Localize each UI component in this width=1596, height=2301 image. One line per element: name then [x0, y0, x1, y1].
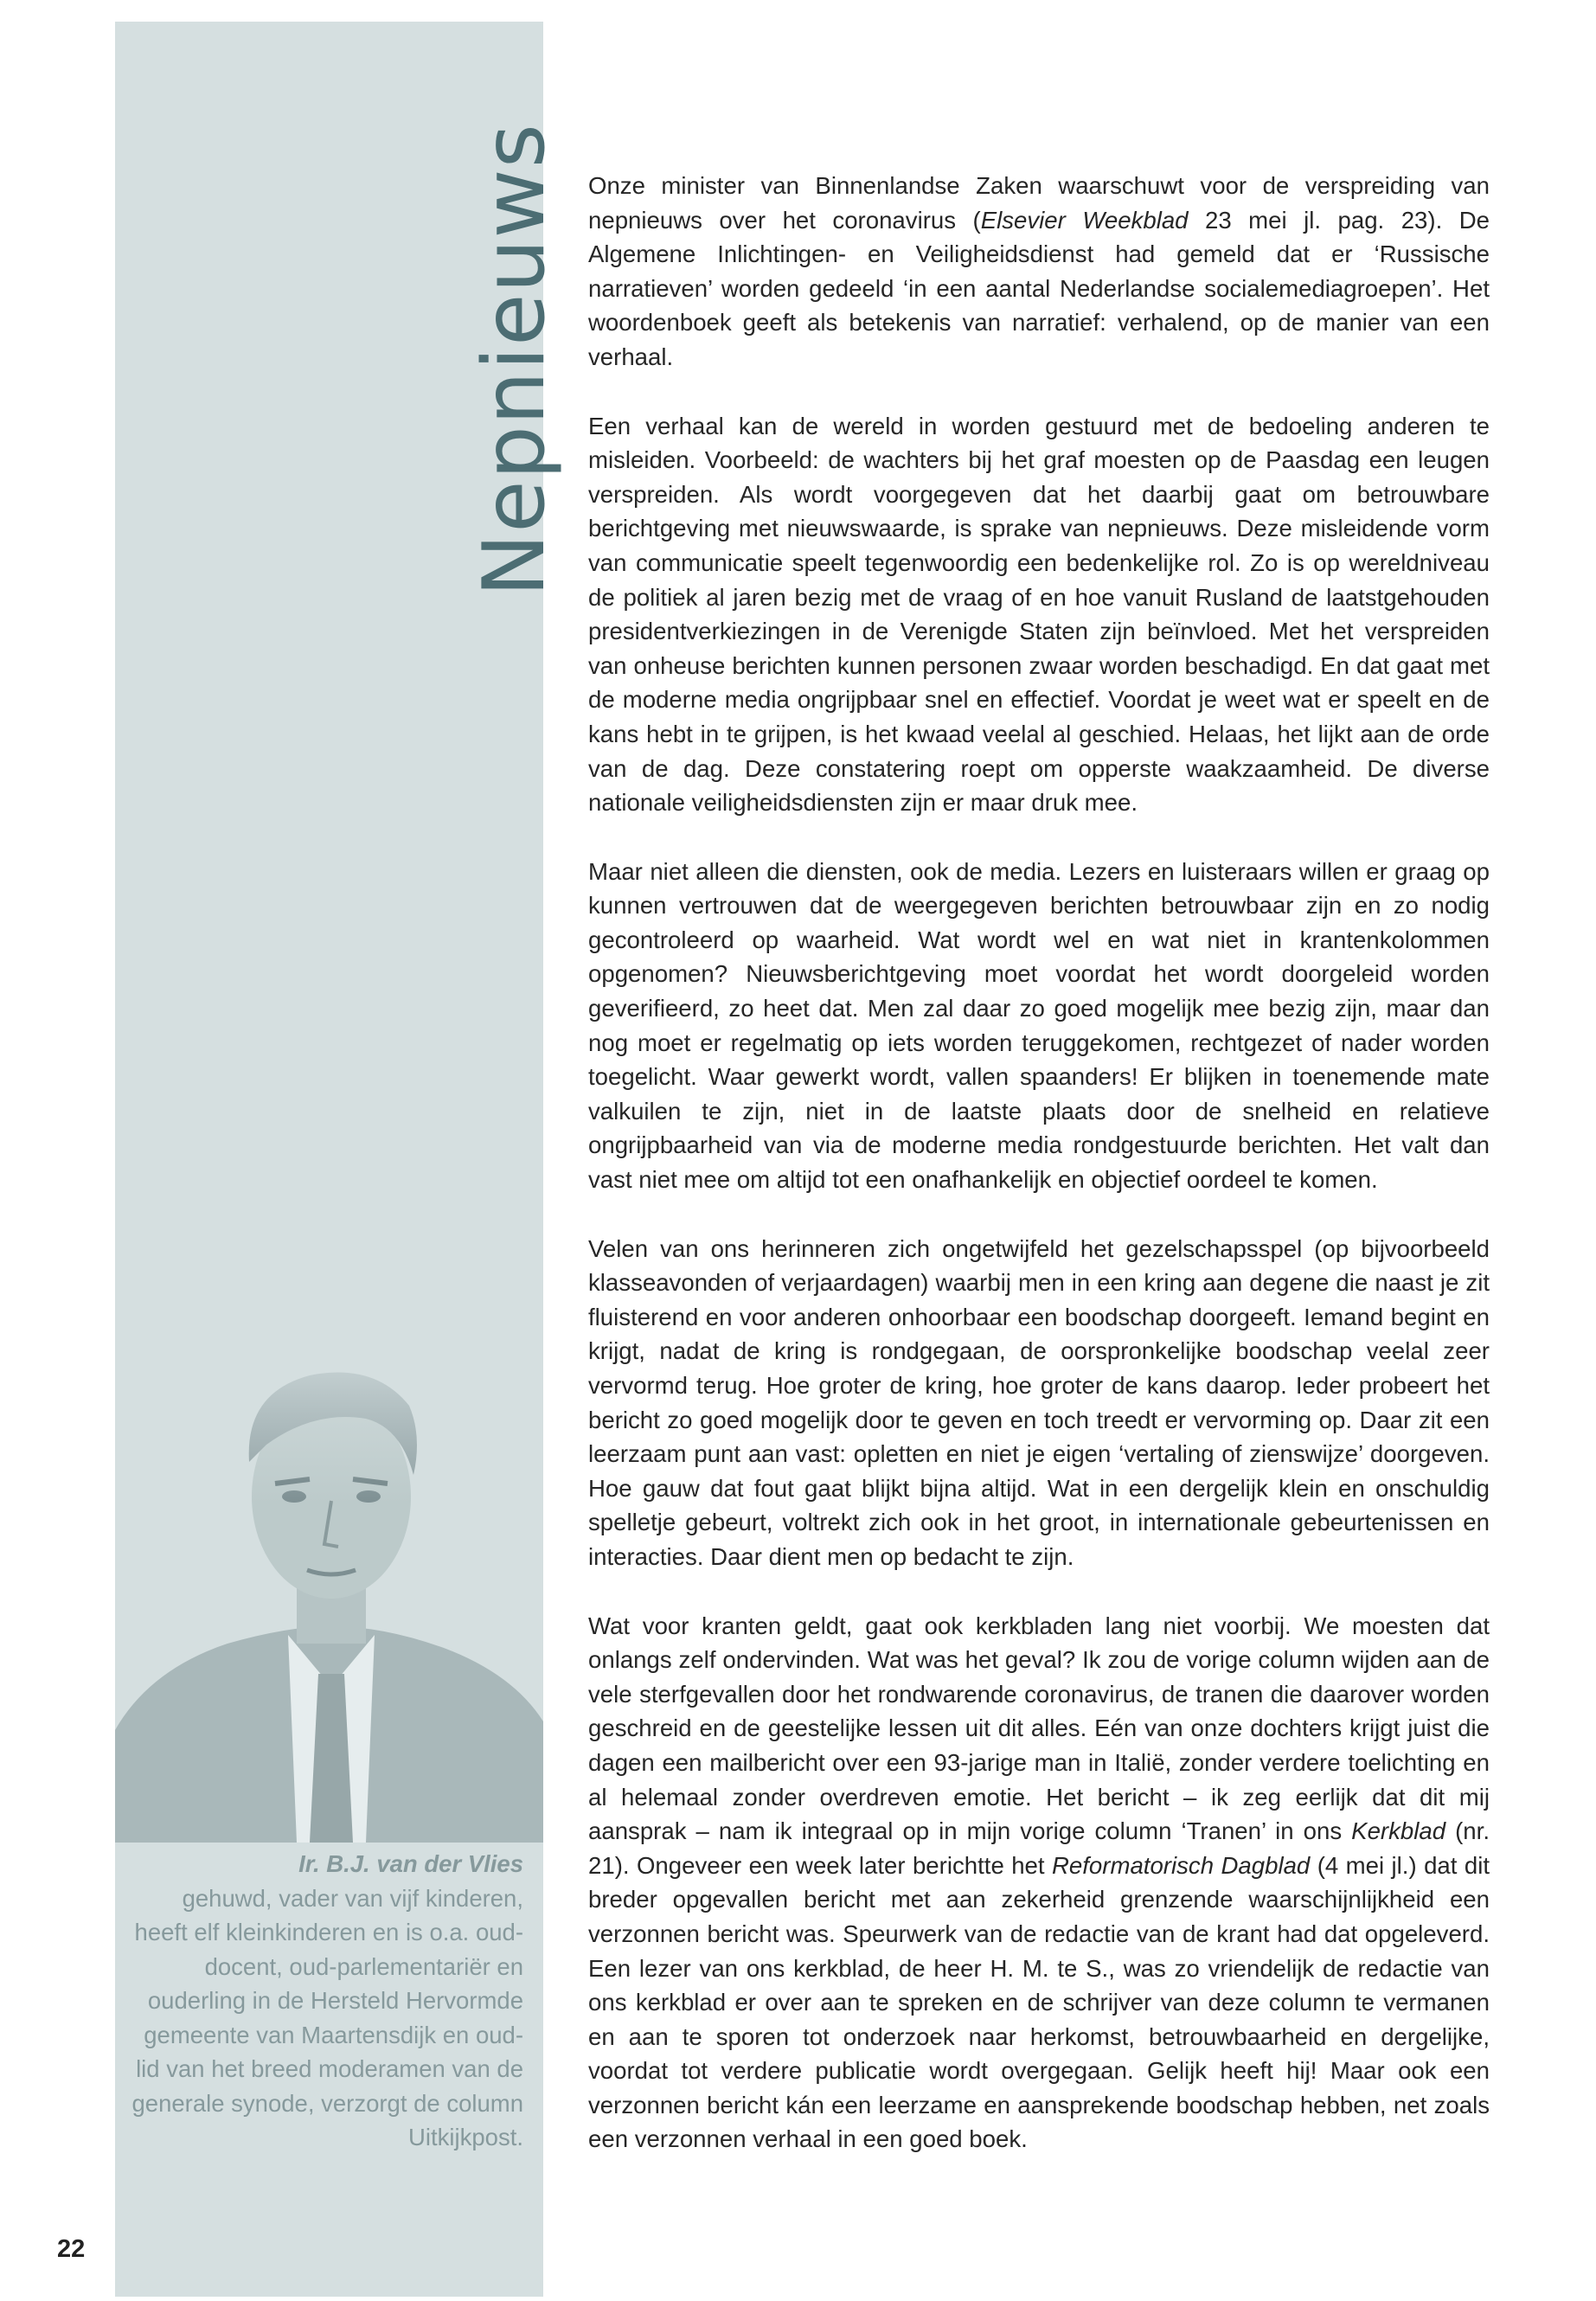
author-portrait — [115, 1324, 543, 1843]
article-body — [588, 169, 1490, 2157]
paragraph-2: Een verhaal kan de wereld in worden gestuurd met de bedoeling anderen te misleiden. Voorbeeld: de wachters bij het graf moesten op de Paasdag een leugen verspreiden. Als wordt voorgegeven dat het daarbij gaat om betrouwbare berichtgeving met nieuwswaarde, is sprake van nepnieuws. Deze misleidende vorm van communicatie speelt tegenwoordig een bedenkelijke rol. Zo is op wereldniveau de politiek al jaren bezig met de vraag of en hoe vanuit Rusland de laatstgehouden presidentverkiezingen in de Verenigde Staten zijn beïnvloed. Met het verspreiden van onheuse berichten kunnen personen zwaar worden beschadigd. En dat gaat met de moderne media ongrijpbaar snel en effectief. Voordat je weet wat er speelt en de kans hebt in te grijpen, is het kwaad veelal al geschied. Helaas, het lijkt aan de orde van de dag. Deze constatering roept om opperste waakzaamheid. De diverse nationale veiligheidsdiensten zijn er maar druk mee. — [588, 412, 1490, 817]
author-name: Ir. B.J. van der Vlies — [298, 1850, 523, 1877]
title-wrap — [115, 123, 564, 597]
author-description: gehuwd, vader van vijf kinderen, heeft elf kleinkinderen en is o.a. oud-docent, oud-parlementariër en ouderling in de Hersteld Hervormde gemeente van Maartensdijk en oud-lid van het breed moderamen van de generale synode, verzorgt de column Uitkijkpost. — [131, 1884, 523, 2150]
paragraph-1: Onze minister van Binnenlandse Zaken waarschuwt voor de verspreiding van nepnieuws over het coronavirus (Elsevier Weekblad 23 mei jl. pag. 23). De Algemene Inlichtingen- en Veiligheidsdienst had gemeld dat er ‘Russische narratieven’ worden gedeeld ‘in een aantal Nederlandse socialemediagroepen’. Het woordenboek geeft als betekenis van narratief: verhalend, op de manier van een verhaal. — [588, 172, 1490, 370]
paragraph-4: Velen van ons herinneren zich ongetwijfeld het gezelschapsspel (op bijvoorbeeld klasseavonden of verjaardagen) waarbij men in een kring aan degene die naast je zit fluisterend en voor anderen onhoorbaar een boodschap doorgeeft. Iemand begint en krijgt, nadat de kring is rondgegaan, de oorspronkelijke boodschap veelal zeer vervormd terug. Hoe groter de kring, hoe groter de kans daarop. Ieder probeert het bericht zo goed mogelijk door te geven en toch treedt er vervorming op. Daar zit een leerzaam punt aan vast: opletten en niet je eigen ‘vertaling of zienswijze’ doorgeven. Hoe gauw dat fout gaat blijkt bijna altijd. Wat in een dergelijk klein en onschuldig spelletje gebeurt, voltrekt zich ook in het groot, in internationale gebeurtenissen en interacties. Daar dient men op bedacht te zijn. — [588, 1234, 1490, 1570]
paragraph-5: Wat voor kranten geldt, gaat ook kerkbladen lang niet voorbij. We moesten dat onlangs zelf ondervinden. Wat was het geval? Ik zou de vorige column wijden aan de vele sterfgevallen door het rondwarende coronavirus, de tranen die daarover worden geschreid en de geestelijke lessen uit dit alles. Eén van onze dochters krijgt juist die dagen een mailbericht over een 93-jarige man in Italië, zonder verdere toelichting en al helemaal zonder overdreven emotie. Het bericht – ik zeg eerlijk dat dit mij aansprak – nam ik integraal op in mijn vorige column ‘Tranen’ in ons Kerkblad (nr. 21). Ongeveer een week later berichtte het Reformatorisch Dagblad (4 mei jl.) dat dit breder opgevallen bericht met aan zekerheid grenzende waarschijnlijkheid een verzonnen bericht was. Speurwerk van de redactie van de krant had dat opgeleverd. Een lezer van ons kerkblad, de heer H. M. te S., was zo vriendelijk de redactie van ons kerkblad er over aan te spreken en de schrijver van deze column te vermanen en aan te sporen tot onderzoek naar herkomst, betrouwbaarheid en dergelijke, voordat tot verdere publicatie wordt overgegaan. Gelijk heeft hij! Maar ook een verzonnen bericht kán een leerzame en aansprekende boodschap hebben, net zoals een verzonnen verhaal in een goed boek. — [588, 1612, 1490, 2153]
author-bio — [130, 1847, 523, 2155]
page-number: 22 — [57, 2235, 86, 2263]
page-title: Nepnieuws — [465, 123, 564, 597]
paragraph-3: Maar niet alleen die diensten, ook de media. Lezers en luisteraars willen er graag op kunnen vertrouwen dat de weergegeven berichten betrouwbaar zijn en zo nodig gecontroleerd op waarheid. Wat wordt wel en wat niet in krantenkolommen opgenomen? Nieuwsberichtgeving moet voordat het wordt doorgeleid worden geverifieerd, zo heet dat. Men zal daar zo goed mogelijk mee bezig zijn, maar dan nog moet er regelmatig op iets worden teruggekomen, rechtgezet of nader worden toegelicht. Waar gewerkt wordt, vallen spaanders! Er blijken in toenemende mate valkuilen te zijn, niet in de laatste plaats door de snelheid en relatieve ongrijpbaarheid van via de moderne media rondgestuurde berichten. Het valt dan vast niet mee om altijd tot een onafhankelijk en objectief oordeel te komen. — [588, 857, 1490, 1194]
